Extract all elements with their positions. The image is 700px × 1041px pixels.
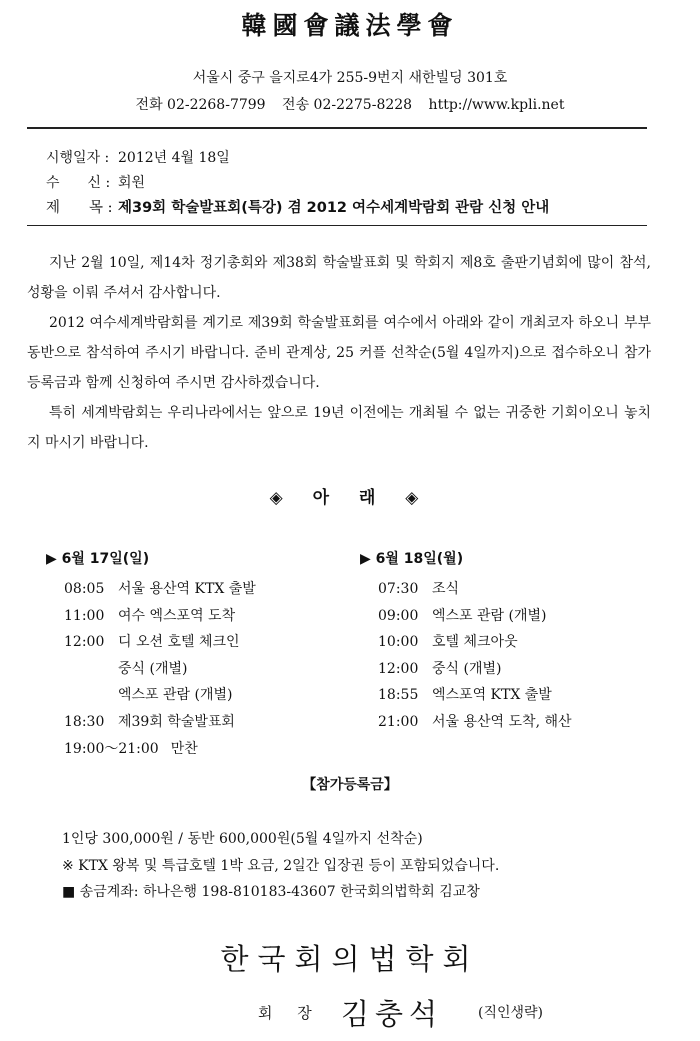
- section-title: ◈ 아 래 ◈: [269, 488, 431, 508]
- signature-name: 김충석: [341, 997, 444, 1031]
- date-label: 시행일자 :: [46, 150, 110, 166]
- meta-divider: [27, 225, 647, 226]
- letter-body: [27, 248, 651, 458]
- fax-number: 전송 02-2275-8228: [282, 97, 413, 113]
- schedule-row: 18:55 엑스포역 KTX 출발: [378, 687, 552, 704]
- fee-heading: 【참가등록금】: [302, 777, 398, 793]
- body-paragraph-1: 지난 2월 10일, 제14차 정기총회와 제38회 학술발표회 및 학회지 제8호 출판기념회에 많이 참석, 성황을 이뤄 주셔서 감사합니다.: [27, 255, 651, 301]
- org-address: 서울시 중구 을지로4가 255-9번지 새한빌딩 301호: [192, 70, 508, 86]
- schedule-row: 엑스포 관람 (개별): [118, 687, 233, 704]
- day2-heading: ▶ 6월 18일(월): [360, 551, 464, 567]
- schedule-row: 08:05 서울 용산역 KTX 출발: [64, 581, 256, 597]
- schedule-day2: [360, 548, 572, 736]
- org-title: 韓國會議法學會: [241, 11, 459, 40]
- schedule-row: 18:30 제39회 학술발표회: [64, 713, 235, 730]
- website-link[interactable]: http://www.kpli.net: [428, 97, 565, 113]
- subject-label: 제 목 :: [46, 200, 113, 216]
- meta-date: [46, 147, 230, 167]
- recipient-label: 수 신 :: [46, 175, 111, 191]
- schedule-day1: [46, 548, 256, 762]
- schedule-row: 21:00 서울 용산역 도착, 해산: [378, 713, 572, 730]
- subject-value: 제39회 학술발표회(특강) 겸 2012 여수세계박람회 관람 신청 안내: [118, 200, 550, 216]
- meta-subject: [46, 196, 549, 217]
- fee-note: ※ KTX 왕복 및 특급호텔 1박 요금, 2일간 입장권 등이 포함되었습니다.: [62, 858, 500, 874]
- schedule-row: 11:00 여수 엑스포역 도착: [64, 607, 236, 624]
- body-paragraph-3: 특히 세계박람회는 우리나라에서는 앞으로 19년 이전에는 개최될 수 없는 귀중한 기회이오니 놓치지 마시기 바랍니다.: [27, 405, 651, 451]
- fee-account: ■ 송금계좌: 하나은행 198-810183-43607 한국회의법학회 김교창: [62, 884, 480, 900]
- schedule-row: 09:00 엑스포 관람 (개별): [378, 607, 547, 624]
- date-value: 2012년 4월 18일: [118, 150, 230, 166]
- signature-row: [0, 992, 700, 1032]
- org-contact: [0, 94, 700, 114]
- schedule-row: 12:00 디 오션 호텔 체크인: [64, 634, 240, 651]
- seal-note: (직인생략): [478, 1005, 544, 1021]
- meta-recipient: [46, 172, 145, 192]
- schedule-row: 중식 (개별): [118, 660, 188, 677]
- signature-org: 한국회의법학회: [220, 942, 480, 976]
- recipient-value: 회원: [118, 175, 146, 191]
- body-paragraph-2: 2012 여수세계박람회를 계기로 제39회 학술발표회를 여수에서 아래와 같이 개최코자 하오니 부부동반으로 참석하여 주시기 바랍니다. 준비 관계상, 25 커플 선착순(5월 4일까지)으로 접수하오니 참가등록금과 함께 신청하여 주시면 감사하겠습니다.: [27, 315, 651, 391]
- day1-heading: ▶ 6월 17일(일): [46, 551, 150, 567]
- schedule-row: 19:00～21:00 만찬: [64, 740, 198, 757]
- phone-number: 전화 02-2268-7799: [135, 97, 266, 113]
- schedule-row: 12:00 중식 (개별): [378, 660, 502, 677]
- fee-price: 1인당 300,000원 / 동반 600,000원(5월 4일까지 선착순): [62, 831, 423, 847]
- schedule-row: 07:30 조식: [378, 581, 460, 597]
- signature-role: 회 장: [258, 1004, 322, 1022]
- schedule-row: 10:00 호텔 체크아웃: [378, 634, 518, 651]
- header-divider: [27, 127, 647, 129]
